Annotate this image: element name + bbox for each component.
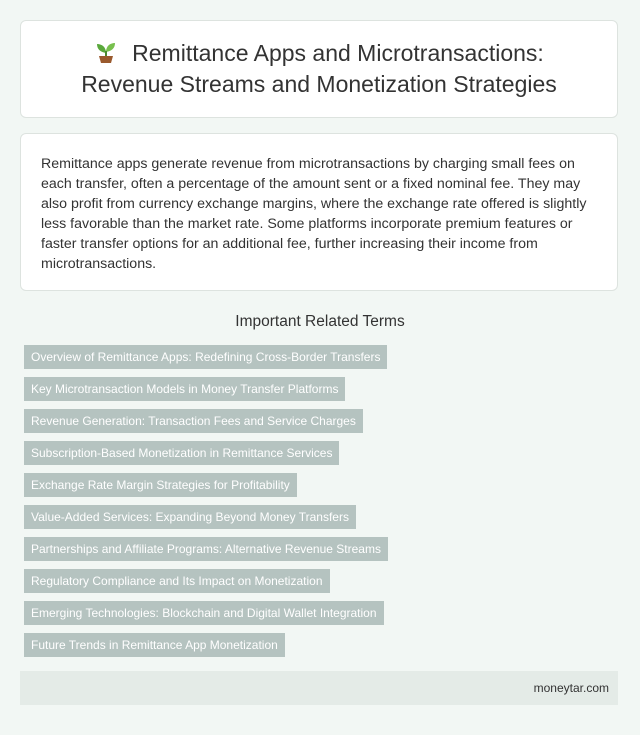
list-item	[24, 473, 388, 505]
sprout-icon	[94, 41, 118, 63]
term-tag[interactable]: Overview of Remittance Apps: Redefining Cross-Border Transfers	[24, 345, 387, 369]
term-tag[interactable]: Value-Added Services: Expanding Beyond Money Transfers	[24, 505, 356, 529]
list-item	[24, 345, 388, 377]
summary-text: Remittance apps generate revenue from microtransactions by charging small fees on each transfer, often a percentage of the amount sent or a fixed nominal fee. They may also profit from currency exchange margins, where the exchange rate offered is slightly less favorable than the market rate. Some platforms incorporate premium features or faster transfer options for an additional fee, further increasing their income from microtransactions.	[41, 156, 587, 272]
title-line-2: Revenue Streams and Monetization Strategies	[81, 71, 557, 97]
title-line-1: Remittance Apps and Microtransactions:	[132, 40, 544, 66]
title-card	[20, 20, 618, 118]
list-item	[24, 409, 388, 441]
list-item	[24, 633, 388, 665]
term-tag[interactable]: Emerging Technologies: Blockchain and Digital Wallet Integration	[24, 601, 384, 625]
list-item	[24, 601, 388, 633]
term-tag[interactable]: Future Trends in Remittance App Monetization	[24, 633, 285, 657]
term-tag[interactable]: Revenue Generation: Transaction Fees and Service Charges	[24, 409, 363, 433]
list-item	[24, 505, 388, 537]
list-item	[24, 441, 388, 473]
term-tag[interactable]: Partnerships and Affiliate Programs: Alternative Revenue Streams	[24, 537, 388, 561]
related-terms-heading: Important Related Terms	[235, 313, 405, 330]
term-tag[interactable]: Exchange Rate Margin Strategies for Profitability	[24, 473, 297, 497]
summary-card	[20, 133, 618, 291]
site-name[interactable]: moneytar.com	[533, 681, 609, 695]
related-terms-list	[24, 345, 388, 665]
term-tag[interactable]: Key Microtransaction Models in Money Transfer Platforms	[24, 377, 345, 401]
term-tag[interactable]: Regulatory Compliance and Its Impact on Monetization	[24, 569, 330, 593]
list-item	[24, 537, 388, 569]
page-title	[81, 38, 557, 100]
list-item	[24, 569, 388, 601]
term-tag[interactable]: Subscription-Based Monetization in Remittance Services	[24, 441, 339, 465]
list-item	[24, 377, 388, 409]
footer	[20, 671, 618, 705]
